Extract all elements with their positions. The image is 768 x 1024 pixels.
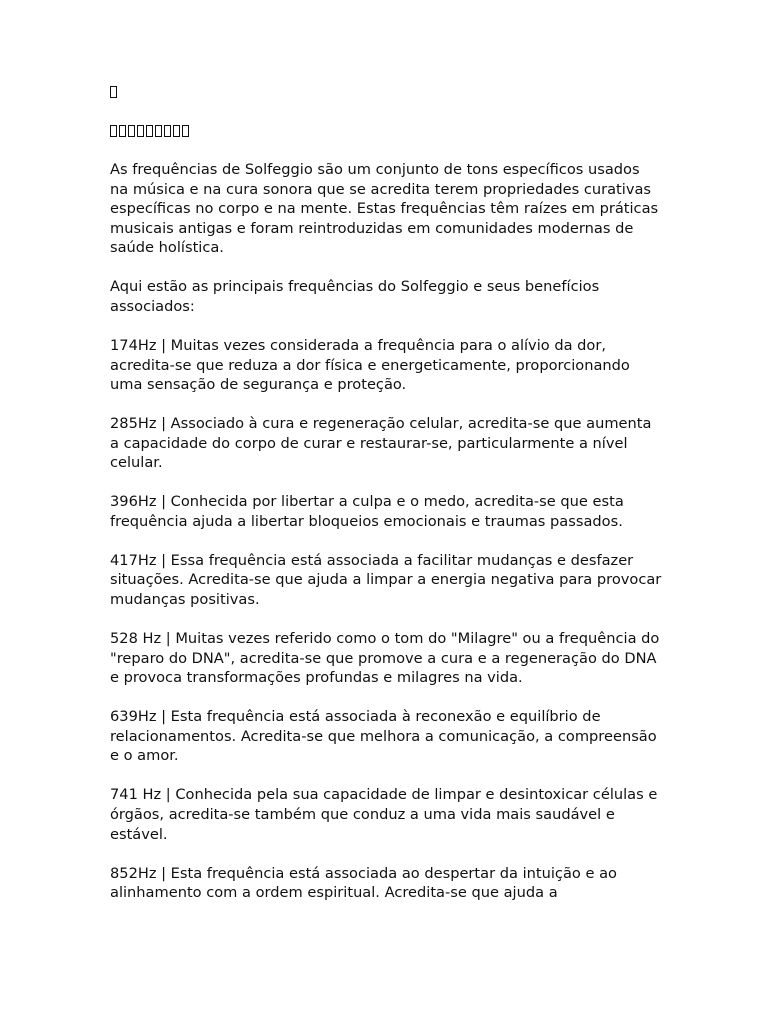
missing-glyph-box [173,125,180,138]
frequency-852-paragraph: 852Hz | Esta frequência está associada ao despertar da intuição e ao alinhamento com a ordem espiritual. Acredita-se que ajuda a [110,864,617,902]
missing-glyph-heading [110,121,662,141]
frequency-528-paragraph: 528 Hz | Muitas vezes referido como o tom do "Milagre" ou a frequência do "reparo do DNA", acredita-se que promove a cura e a regeneração do DNA e provoca transformações profundas e milagres na vida. [110,630,660,687]
frequency-285-paragraph: 285Hz | Associado à cura e regeneração celular, acredita-se que aumenta a capacidade do corpo de curar e restaurar-se, particularmente a nível celular. [110,415,652,472]
missing-glyph-box [110,125,117,138]
missing-glyph-box [110,86,117,99]
missing-glyph-box [128,125,135,138]
intro-paragraph: As frequências de Solfeggio são um conjunto de tons específicos usados na música e na cura sonora que se acredita terem propriedades curativas específicas no corpo e na mente. Estas frequências têm raízes em práticas musicais antigas e foram reintroduzidas em comunidades modernas de saúde holística. [110,160,659,257]
missing-glyph-box [155,125,162,138]
missing-glyph-box [119,125,126,138]
missing-glyph-icon [110,82,662,102]
document-page [110,82,662,922]
frequency-174-paragraph: 174Hz | Muitas vezes considerada a frequência para o alívio da dor, acredita-se que reduza a dor física e energeticamente, proporcionando uma sensação de segurança e proteção. [110,336,630,394]
frequency-741-paragraph: 741 Hz | Conhecida pela sua capacidade de limpar e desintoxicar células e órgãos, acredita-se também que conduz a uma vida mais saudável e estável. [110,786,658,843]
frequency-417-paragraph: 417Hz | Essa frequência está associada a facilitar mudanças e desfazer situações. Acredita-se que ajuda a limpar a energia negativa para provocar mudanças positivas. [110,551,662,609]
lead-in-paragraph: Aqui estão as principais frequências do Solfeggio e seus benefícios associados: [110,278,600,315]
missing-glyph-box [137,125,144,138]
missing-glyph-box [146,125,153,138]
missing-glyph-box [182,125,189,138]
frequency-639-paragraph: 639Hz | Esta frequência está associada à reconexão e equilíbrio de relacionamentos. Acredita-se que melhora a comunicação, a compreensão e o amor. [110,708,657,765]
frequency-396-paragraph: 396Hz | Conhecida por libertar a culpa e o medo, acredita-se que esta frequência ajuda a libertar bloqueios emocionais e traumas passados. [110,493,624,530]
missing-glyph-box [164,125,171,138]
